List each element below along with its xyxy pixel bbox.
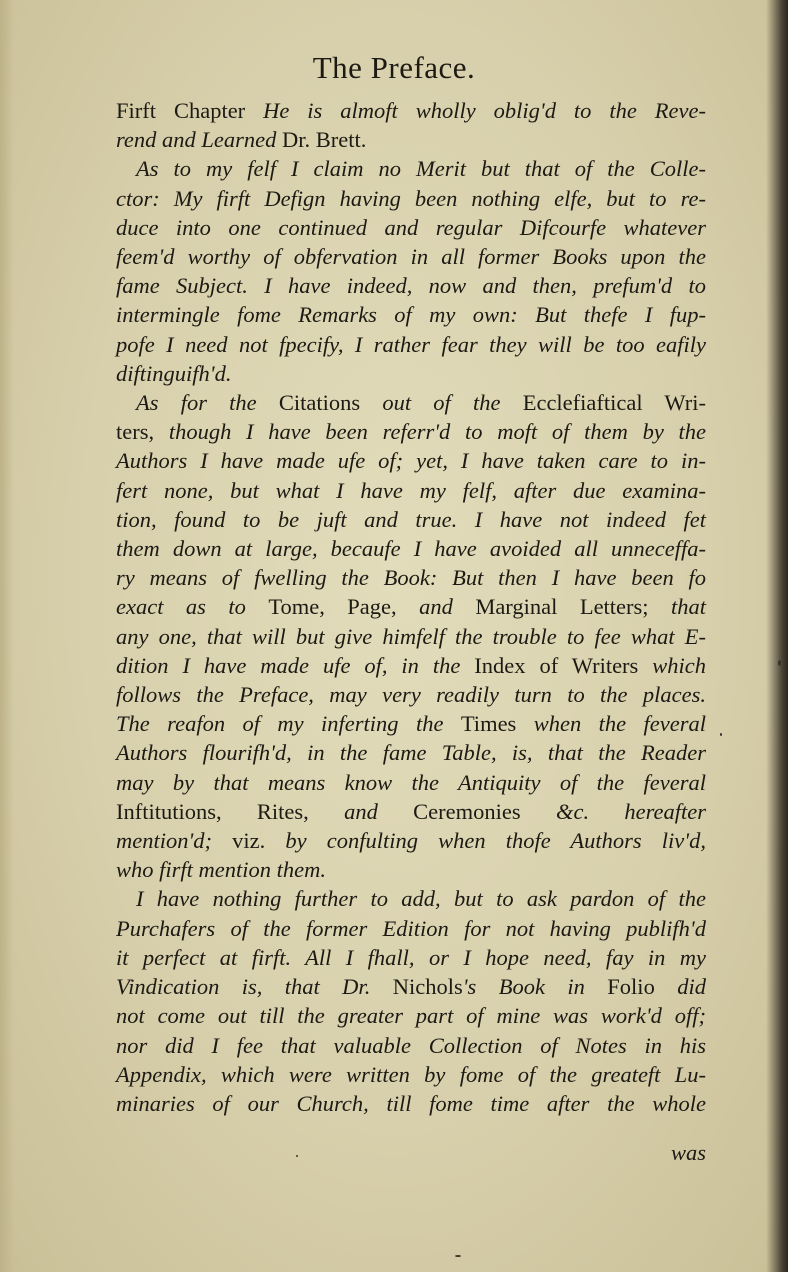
text-line-29: Purchafers of the former Edition for not having publifh'd (116, 915, 706, 941)
text-line-35: minaries of our Church, till fome time after the whole (116, 1090, 706, 1116)
text-line-19: any one, that will but give himfelf the trouble to fee what E- (116, 623, 706, 649)
text-line-34: Appendix, which were written by fome of the greateft Lu- (116, 1061, 706, 1087)
text-line-28: I have nothing further to add, but to ask pardon of the (136, 886, 706, 912)
text-line-15: tion, found to be juft and true. I have not indeed fet (116, 506, 706, 532)
text-line-16: them down at large, becaufe I have avoided all unneceffa- (116, 536, 706, 562)
paper-speck (778, 660, 781, 666)
text-line-18: exact as to Tome, Page, and Marginal Letters; that (116, 594, 707, 620)
text-line-20: dition I have made ufe of, in the Index of Writers which (116, 652, 706, 678)
text-line-3: As to my felf I claim no Merit but that of the Colle- (136, 156, 706, 182)
text-line-14: fert none, but what I have my felf, after due examina- (116, 477, 706, 503)
text-line-1: Firft Chapter He is almoft wholly oblig'd to the Reve- (116, 98, 706, 123)
text-line-8: intermingle fome Remarks of my own: But thefe I fup- (116, 302, 706, 328)
text-line-11: As for the Citations out of the Ecclefiaftical Wri- (136, 390, 706, 416)
catchword: was (670, 1140, 706, 1165)
text-line-31: Vindication is, that Dr. Nichols's Book in Folio did (116, 974, 706, 1000)
text-line-2: rend and Learned Dr. Brett. (116, 127, 367, 153)
text-line-17: ry means of fwelling the Book: But then I have been fo (116, 565, 706, 591)
text-line-27: who firft mention them. (116, 857, 326, 883)
text-line-12: ters, though I have been referr'd to moft of them by the (116, 419, 706, 445)
page-left-shadow (0, 0, 14, 1272)
preface-text-block (116, 96, 706, 1118)
text-line-26: mention'd; viz. by confulting when thofe Authors liv'd, (116, 828, 706, 854)
text-line-33: nor did I fee that valuable Collection of Notes in his (116, 1032, 706, 1058)
text-line-5: duce into one continued and regular Difcourfe whatever (116, 214, 706, 240)
text-line-25: Inftitutions, Rites, and Ceremonies &c. hereafter (116, 798, 707, 824)
text-line-9: pofe I need not fpecify, I rather fear they will be too eafily (116, 331, 706, 357)
text-line-24: may by that means know the Antiquity of the feveral (116, 769, 706, 795)
paper-speck (455, 1255, 461, 1257)
text-line-4: ctor: My firft Defign having been nothing elfe, but to re- (116, 185, 706, 211)
text-line-6: feem'd worthy of obfervation in all former Books upon the (116, 244, 706, 270)
running-head: The Preface. (312, 50, 476, 85)
paper-speck (296, 1155, 298, 1157)
text-line-7: fame Subject. I have indeed, now and then, prefum'd to (116, 273, 706, 299)
page-gutter-shadow (766, 0, 788, 1272)
text-line-23: Authors flourifh'd, in the fame Table, is, that the Reader (116, 740, 706, 766)
text-line-13: Authors I have made ufe of; yet, I have taken care to in- (116, 448, 706, 474)
text-line-22: The reafon of my inferting the Times when the feveral (116, 711, 707, 737)
text-line-10: diftinguifh'd. (116, 360, 232, 386)
paper-speck (720, 733, 722, 736)
text-line-21: follows the Preface, may very readily turn to the places. (116, 682, 706, 708)
text-line-30: it perfect at firft. All I fhall, or I hope need, fay in my (116, 944, 706, 970)
text-line-32: not come out till the greater part of mine was work'd off; (116, 1003, 706, 1029)
